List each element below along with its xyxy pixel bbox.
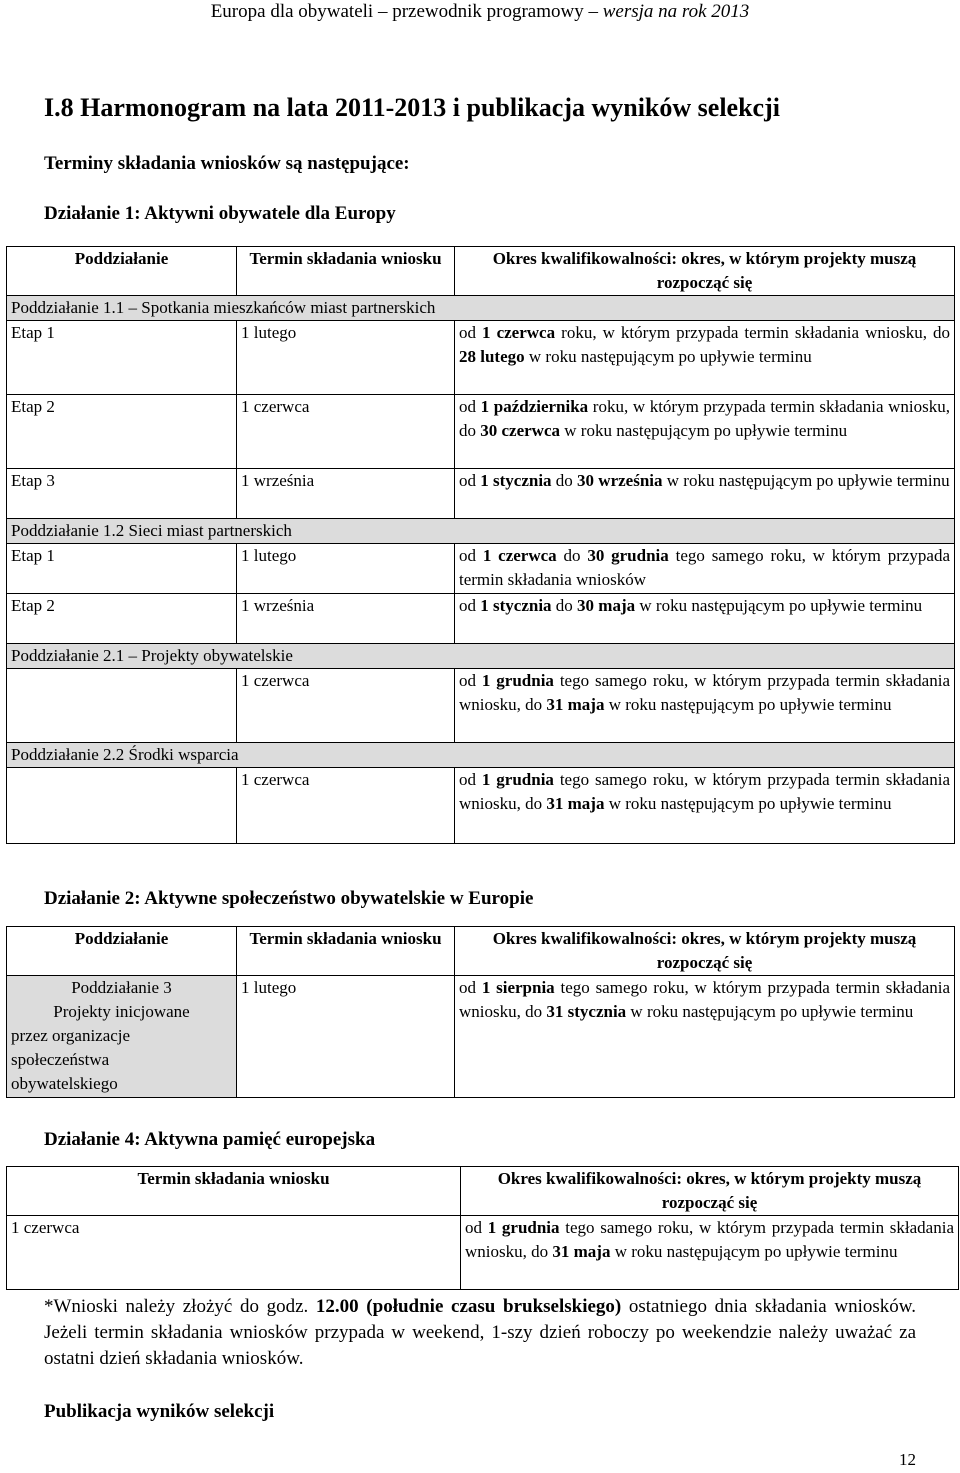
table-row bbox=[7, 469, 955, 519]
deadline-cell: 1 lutego bbox=[237, 976, 455, 1098]
action2-heading: Działanie 2: Aktywne społeczeństwo obywatelskie w Europie bbox=[44, 888, 534, 909]
col-header-okres: Okres kwalifikowalności: okres, w którym projekty muszą rozpocząć się bbox=[455, 247, 955, 296]
running-header: Europa dla obywateli – przewodnik programowy – wersja na rok 2013 bbox=[210, 1, 750, 22]
etap-label: Etap 2 bbox=[7, 395, 237, 469]
eligibility-cell: od 1 czerwca do 30 grudnia tego samego roku, w którym przypada termin składania wniosków bbox=[455, 544, 955, 594]
empty-cell bbox=[7, 669, 237, 743]
footnote: *Wnioski należy złożyć do godz. 12.00 (południe czasu brukselskiego) ostatniego dnia składania wniosków. Jeżeli termin składania wniosków przypada w weekend, 1-szy dzień roboczy po weekendzie należy uważać za ostatni dzień składania wniosków. bbox=[44, 1296, 916, 1369]
col-header-okres: Okres kwalifikowalności: okres, w którym projekty muszą rozpocząć się bbox=[455, 927, 955, 976]
col-header-termin: Termin składania wniosku bbox=[237, 247, 455, 296]
subaction-2-2-title: Poddziałanie 2.2 Środki wsparcia bbox=[7, 743, 955, 768]
action1-table bbox=[6, 246, 955, 844]
table-row bbox=[7, 395, 955, 469]
col-header-termin: Termin składania wniosku bbox=[237, 927, 455, 976]
subaction-1-1-title: Poddziałanie 1.1 – Spotkania mieszkańców miast partnerskich bbox=[7, 296, 955, 321]
deadline-cell: 1 czerwca bbox=[237, 669, 455, 743]
table-header-row bbox=[7, 1167, 959, 1216]
deadline-cell: 1 września bbox=[237, 469, 455, 519]
eligibility-cell: od 1 października roku, w którym przypada termin składania wniosku, do 30 czerwca w roku następującym po upływie terminu bbox=[455, 395, 955, 469]
col-header-okres: Okres kwalifikowalności: okres, w którym projekty muszą rozpocząć się bbox=[461, 1167, 959, 1216]
eligibility-cell: od 1 grudnia tego samego roku, w którym przypada termin składania wniosku, do 31 maja w roku następującym po upływie terminu bbox=[461, 1216, 959, 1290]
col-header-poddzialanie: Poddziałanie bbox=[7, 247, 237, 296]
eligibility-cell: od 1 sierpnia tego samego roku, w którym przypada termin składania wniosku, do 31 stycznia w roku następującym po upływie terminu bbox=[455, 976, 955, 1098]
section-title: I.8 Harmonogram na lata 2011-2013 i publikacja wyników selekcji bbox=[44, 93, 780, 122]
action4-heading: Działanie 4: Aktywna pamięć europejska bbox=[44, 1129, 376, 1150]
deadline-cell: 1 czerwca bbox=[237, 395, 455, 469]
action2-table bbox=[6, 926, 955, 1098]
col-header-termin: Termin składania wniosku bbox=[7, 1167, 461, 1216]
table-row bbox=[7, 976, 955, 1098]
action4-table bbox=[6, 1166, 959, 1290]
deadline-cell: 1 lutego bbox=[237, 544, 455, 594]
eligibility-cell: od 1 grudnia tego samego roku, w którym przypada termin składania wniosku, do 31 maja w roku następującym po upływie terminu bbox=[455, 768, 955, 844]
subaction-3-cell: Poddziałanie 3 Projekty inicjowane przez organizacje społeczeństwa obywatelskiego bbox=[7, 976, 237, 1098]
table-row bbox=[7, 669, 955, 743]
eligibility-cell: od 1 stycznia do 30 września w roku następującym po upływie terminu bbox=[455, 469, 955, 519]
deadline-cell: 1 czerwca bbox=[7, 1216, 461, 1290]
table-row bbox=[7, 321, 955, 395]
table-row bbox=[7, 768, 955, 844]
action1-heading: Działanie 1: Aktywni obywatele dla Europy bbox=[44, 203, 396, 224]
etap-label: Etap 1 bbox=[7, 321, 237, 395]
eligibility-cell: od 1 stycznia do 30 maja w roku następującym po upływie terminu bbox=[455, 594, 955, 644]
deadline-cell: 1 lutego bbox=[237, 321, 455, 395]
col-header-poddzialanie: Poddziałanie bbox=[7, 927, 237, 976]
table-row bbox=[7, 544, 955, 594]
table-header-row bbox=[7, 247, 955, 296]
deadline-cell: 1 czerwca bbox=[237, 768, 455, 844]
eligibility-cell: od 1 czerwca roku, w którym przypada termin składania wniosku, do 28 lutego w roku następującym po upływie terminu bbox=[455, 321, 955, 395]
subaction-2-1-title: Poddziałanie 2.1 – Projekty obywatelskie bbox=[7, 644, 955, 669]
etap-label: Etap 3 bbox=[7, 469, 237, 519]
page-number: 12 bbox=[899, 1450, 916, 1469]
publication-heading: Publikacja wyników selekcji bbox=[44, 1401, 275, 1422]
etap-label: Etap 1 bbox=[7, 544, 237, 594]
intro-text: Terminy składania wniosków są następujące: bbox=[44, 153, 410, 174]
etap-label: Etap 2 bbox=[7, 594, 237, 644]
deadline-cell: 1 września bbox=[237, 594, 455, 644]
table-header-row bbox=[7, 927, 955, 976]
eligibility-cell: od 1 grudnia tego samego roku, w którym przypada termin składania wniosku, do 31 maja w roku następującym po upływie terminu bbox=[455, 669, 955, 743]
table-row bbox=[7, 594, 955, 644]
subaction-1-2-title: Poddziałanie 1.2 Sieci miast partnerskich bbox=[7, 519, 955, 544]
empty-cell bbox=[7, 768, 237, 844]
table-row bbox=[7, 1216, 959, 1290]
